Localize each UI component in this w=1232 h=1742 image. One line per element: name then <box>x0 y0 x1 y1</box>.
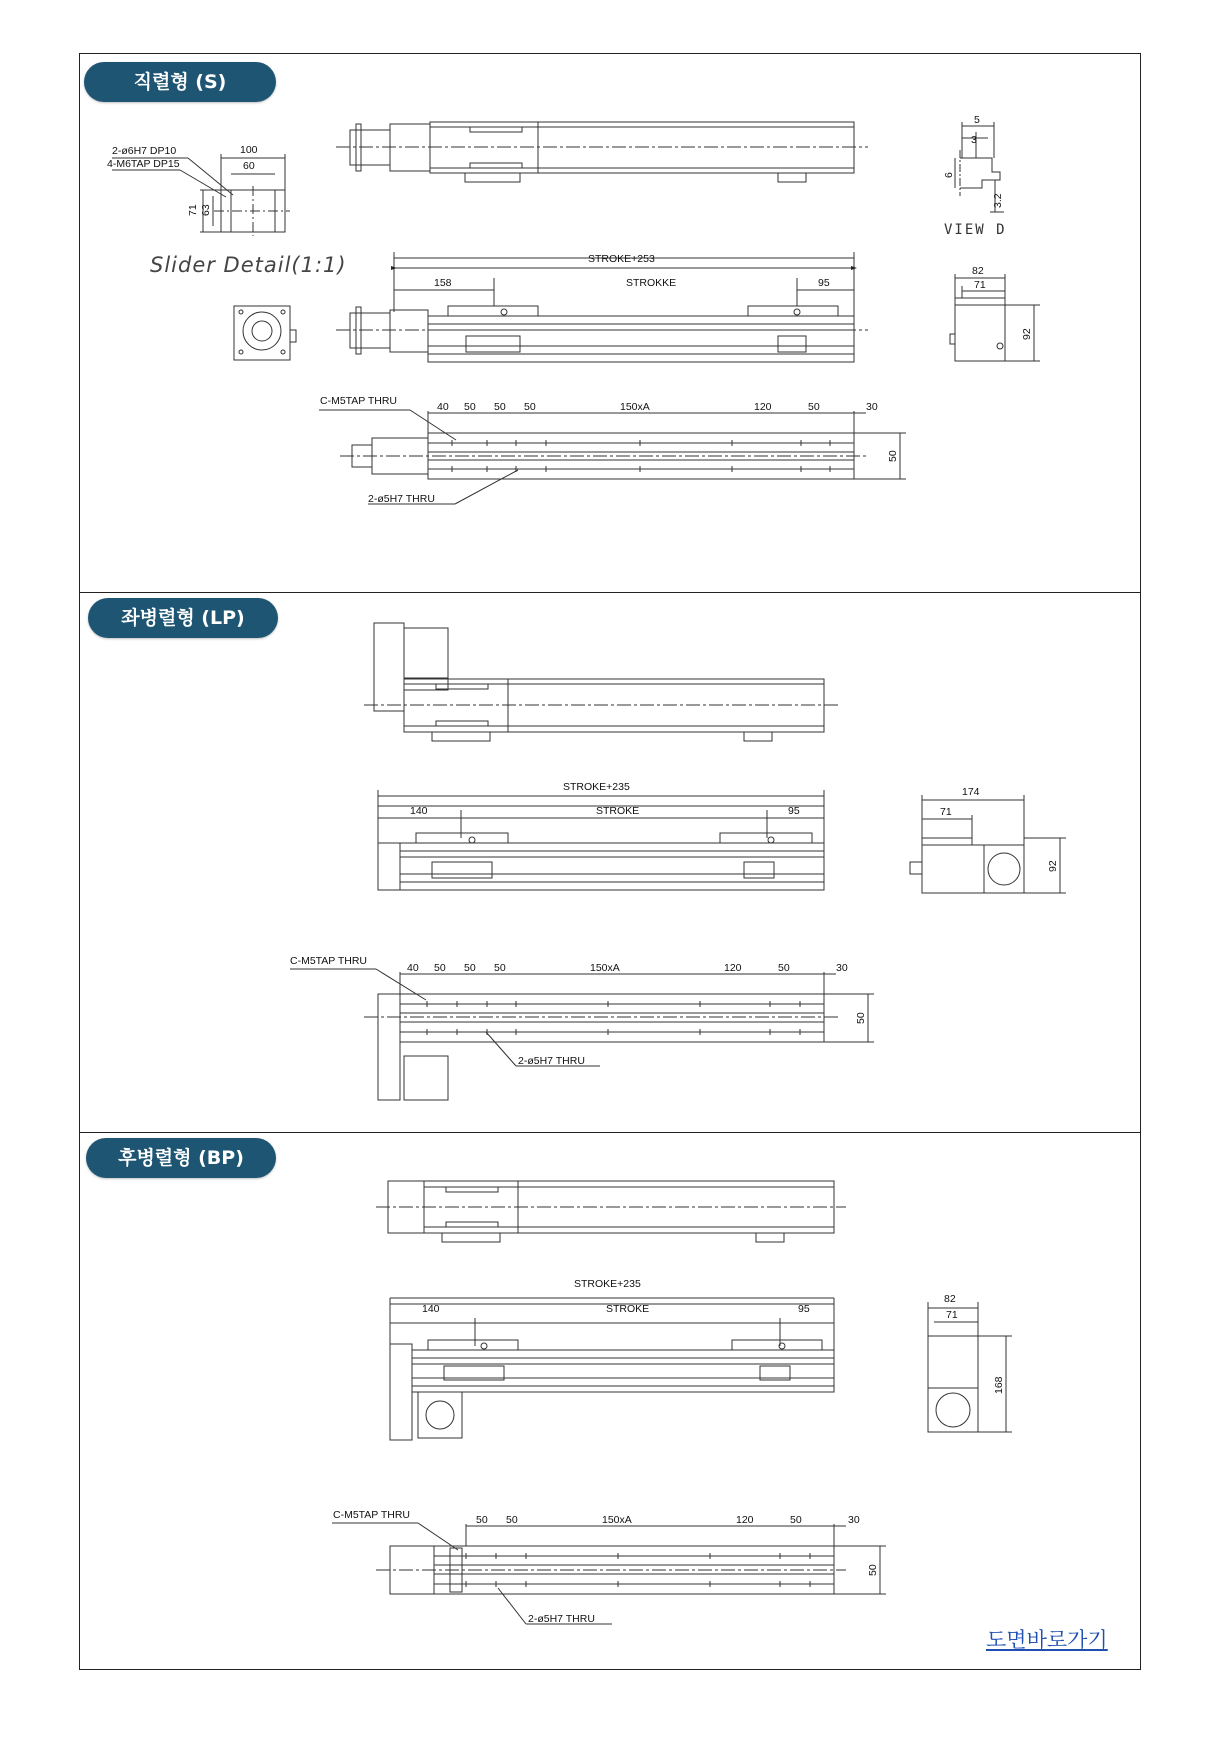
bp-side-view <box>390 1298 834 1440</box>
slider-note-1: 2-ø6H7 DP10 <box>112 145 177 157</box>
lp-left: 140 <box>410 805 428 817</box>
bp-end-w: 82 <box>944 1293 956 1305</box>
bp-end-w2: 71 <box>946 1309 958 1321</box>
lp-right: 95 <box>788 805 800 817</box>
bp-width: 50 <box>867 1564 879 1576</box>
bp-holes: 2-ø5H7 THRU <box>528 1613 595 1625</box>
viewd-dim-6: 6 <box>943 172 955 178</box>
bp-pitch-5: 30 <box>848 1514 860 1526</box>
lp-overall: STROKE+235 <box>563 781 630 793</box>
lp-holes: 2-ø5H7 THRU <box>518 1055 585 1067</box>
slider-note-2: 4-M6TAP DP15 <box>107 158 180 170</box>
lp-pitch-3: 50 <box>494 962 506 974</box>
lp-top-view <box>364 623 838 741</box>
s-pitch-4: 150xA <box>620 401 650 413</box>
section-title-lp: 좌병렬형 (LP) <box>88 598 278 638</box>
s-tap: C-M5TAP THRU <box>320 395 398 407</box>
s-holes: 2-ø5H7 THRU <box>368 493 435 505</box>
s-pitch-0: 40 <box>437 401 449 413</box>
viewd-dim-3-2: 3.2 <box>992 193 1004 208</box>
s-right: 95 <box>818 277 830 289</box>
bp-pitch-3: 120 <box>736 1514 754 1526</box>
slider-dim-60: 60 <box>243 160 255 172</box>
bp-right: 95 <box>798 1303 810 1315</box>
bp-hole-plan <box>332 1523 886 1624</box>
lp-pitch-5: 120 <box>724 962 742 974</box>
slider-dim-71: 71 <box>187 204 199 216</box>
lp-end-view <box>910 795 1066 893</box>
bp-pitch-2: 150xA <box>602 1514 632 1526</box>
section-title-s: 직렬형 (S) <box>84 62 276 102</box>
bp-pitch-0: 50 <box>476 1514 488 1526</box>
lp-hole-plan <box>290 969 874 1100</box>
section-title-bp: 후병렬형 (BP) <box>86 1138 276 1178</box>
lp-end-h: 92 <box>1047 860 1059 872</box>
s-end-w2: 71 <box>974 279 986 291</box>
bp-top-view <box>376 1181 846 1242</box>
s-hole-plan <box>319 410 906 504</box>
lp-stroke: STROKE <box>596 805 640 817</box>
view-d-label: VIEW D <box>944 222 1007 238</box>
s-overall: STROKE+253 <box>588 253 655 265</box>
bp-end-view <box>928 1302 1012 1432</box>
lp-width: 50 <box>855 1012 867 1024</box>
slider-detail-label: Slider Detail(1:1) <box>150 253 347 277</box>
lp-pitch-7: 30 <box>836 962 848 974</box>
s-pitch-3: 50 <box>524 401 536 413</box>
s-left: 158 <box>434 277 452 289</box>
lp-end-w: 174 <box>962 786 980 798</box>
bp-overall: STROKE+235 <box>574 1278 641 1290</box>
lp-pitch-4: 150xA <box>590 962 620 974</box>
drawing-shortcut-link[interactable]: 도면바로가기 <box>986 1628 1108 1652</box>
s-end-w: 82 <box>972 265 984 277</box>
bp-left: 140 <box>422 1303 440 1315</box>
s-pitch-2: 50 <box>494 401 506 413</box>
slider-dim-100: 100 <box>240 144 258 156</box>
lp-pitch-2: 50 <box>464 962 476 974</box>
s-pitch-6: 50 <box>808 401 820 413</box>
s-pitch-1: 50 <box>464 401 476 413</box>
s-end-view <box>950 274 1040 361</box>
viewd-dim-3: 3 <box>971 134 977 146</box>
s-top-view <box>336 122 868 182</box>
s-end-h: 92 <box>1021 328 1033 340</box>
s-pitch-5: 120 <box>754 401 772 413</box>
viewd-dim-5: 5 <box>974 114 980 126</box>
lp-tap: C-M5TAP THRU <box>290 955 368 967</box>
bp-pitch-4: 50 <box>790 1514 802 1526</box>
lp-pitch-1: 50 <box>434 962 446 974</box>
s-pitch-7: 30 <box>866 401 878 413</box>
bp-stroke: STROKE <box>606 1303 650 1315</box>
s-stroke: STROKKE <box>626 277 677 289</box>
slider-dim-63: 63 <box>200 204 212 216</box>
bp-end-h: 168 <box>993 1376 1005 1394</box>
lp-pitch-0: 40 <box>407 962 419 974</box>
slider-end-view <box>234 306 296 360</box>
lp-pitch-6: 50 <box>778 962 790 974</box>
s-width: 50 <box>887 450 899 462</box>
bp-pitch-1: 50 <box>506 1514 518 1526</box>
lp-end-w2: 71 <box>940 806 952 818</box>
bp-tap: C-M5TAP THRU <box>333 1509 411 1521</box>
